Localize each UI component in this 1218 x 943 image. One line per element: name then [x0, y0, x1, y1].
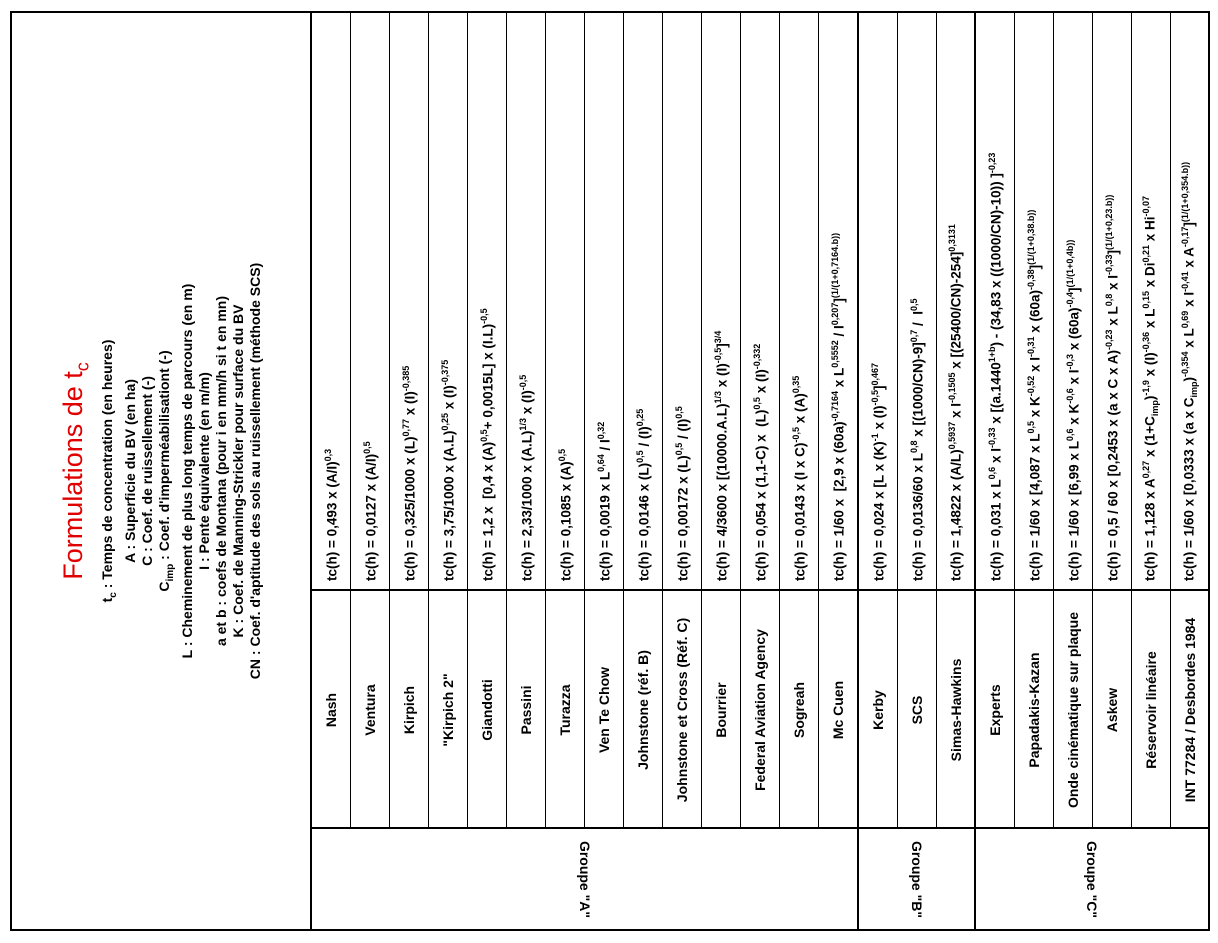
method-name: Nash	[312, 589, 350, 829]
method-name: Bourrier	[702, 589, 740, 829]
table-row	[780, 13, 819, 829]
method-name: Experts	[976, 589, 1014, 829]
method-name: Onde cinématique sur plaque	[1054, 589, 1092, 829]
method-name: Mc Cuen	[819, 589, 857, 829]
formula: tc(h) = 0,054 x (1,1-C) x $(L)^{0,5}$ x $(I)^{-0,332}$	[751, 343, 769, 581]
method-name: INT 77284 / Desbordes 1984	[1171, 589, 1209, 829]
formula: tc(h) = 1,4822 x $(A/L)^{0,5937}$ x $I^{-0,1505}$ x $[(25400/CN)-254]^{0,3131}$	[947, 224, 964, 581]
group-a: Groupe "A"	[312, 829, 859, 929]
formula: tc(h) = 1/60 x [2,9 x $(60a)^{-0,7164}$ x $L^{0,5552} / I^{0,207}]^{(1/(1+0,7164.b))}$	[829, 232, 847, 581]
method-name: Johnstone (réf. B)	[624, 589, 662, 829]
method-name: Sogreah	[780, 589, 818, 829]
formula: tc(h) = 0,0146 x $(L)^{0,5} / (I)^{0,25}$	[634, 408, 652, 581]
method-name: Simas-Hawkins	[937, 589, 974, 829]
table-row	[351, 13, 390, 829]
legend-line: $t_c$ : Temps de concentration (en heures)	[99, 339, 120, 603]
formula: tc(h) = 0,0143 x (I x C)$^{-0,5}$ x $(A)^{0,35}$	[790, 375, 808, 581]
table-row	[1015, 13, 1054, 829]
document-frame	[10, 11, 1210, 931]
method-name: Réservoir linéaire	[1132, 589, 1170, 829]
legend-line: CN : Coef. d'aptitude des sols au ruissellement (méthode SCS)	[246, 262, 263, 680]
formula: tc(h) = 1,128 x A$^{0,27}$ x $(1+C_{imp})^{-1,9}$ x $(I)^{-0,36}$ x L$^{0,15}$ x Di$^{0,21}$ x $Hi^{-0,07}$	[1141, 195, 1161, 581]
table-row	[819, 13, 859, 829]
method-name: Passini	[507, 589, 545, 829]
page-title: Formulations de $t_c$	[58, 362, 93, 580]
table-row	[585, 13, 624, 829]
legend-lines	[99, 263, 264, 679]
table-row	[1171, 13, 1210, 829]
table-row	[312, 13, 351, 829]
formulas-table	[312, 13, 1208, 929]
legend-line: K : Coef. de Manning-Strickler pour surface du BV	[229, 304, 246, 638]
legend-block	[12, 13, 312, 929]
table-row	[898, 13, 937, 829]
table-row	[702, 13, 741, 829]
method-name: Kirpich	[390, 589, 428, 829]
legend-line: I : Pente équivalente (en m/m)	[195, 372, 212, 570]
method-name: Turazza	[546, 589, 584, 829]
formula: tc(h) = 2,33/1000 x $(A.L)^{1/3}$ x $(I)^{-0,5}$	[517, 374, 535, 581]
table-row	[1132, 13, 1171, 829]
formula: tc(h) = 0,0019 x L$^{0,64}$ / I$^{0,32}$	[595, 421, 613, 581]
formula: tc(h) = 0,0127 x $(A/I)^{0,5}$	[361, 441, 379, 581]
formula: tc(h) = 3,75/1000 x $(A.L)^{0,25}$ x $(I)^{-0,375}$	[439, 359, 457, 581]
method-name: Ventura	[351, 589, 389, 829]
group-b: Groupe "B"	[859, 829, 976, 929]
table-row	[429, 13, 468, 829]
formula: tc(h) = 1,2 x [0,4 x $(A)^{0,5}+ 0,0015L$] x $(I.L)^{-0,5}$	[478, 308, 496, 581]
legend-line: L : Cheminement de plus long temps de parcours (en m)	[178, 283, 195, 659]
method-name: Askew	[1093, 589, 1131, 829]
formula: tc(h) = 1/60 x [0,0333 x (a x $C_{imp})^{-0,354}$ x L$^{0,69}$ x $I^{-0,41}$ x $A^{-0,17}]^{(1/(1+0,354.b))}$	[1180, 161, 1200, 581]
table-row	[624, 13, 663, 829]
formula: tc(h) = 0,00172 x $(L)^{0,5} / (I)^{0,5}$	[673, 406, 691, 581]
table-row	[741, 13, 780, 829]
formula: tc(h) = 0,031 x L$^{0,6}$ x $I^{-0,33}$ x [$(a.1440^{1+b}) - (34,83$ x ((1000/CN)-10)) ]$^{-0,23}$	[986, 152, 1004, 581]
group-c: Groupe "C"	[1084, 840, 1100, 918]
method-name: Papadakis-Kazan	[1015, 589, 1053, 829]
table-row	[663, 13, 702, 829]
legend-line: A : Superficie du BV (en ha)	[122, 379, 139, 563]
legend-line: $C_{imp}$ : Coef. d'imperméabilisationt (-)	[156, 350, 176, 592]
table-row	[1054, 13, 1093, 829]
formula: tc(h) = 0,0136/60 x L$^{0,8}$ x $[(1000/CN)-9]^{0,7} / I^{0,5}$	[908, 298, 926, 581]
method-name: Giandotti	[468, 589, 506, 829]
table-row	[546, 13, 585, 829]
legend-line: C : Coef. de ruissellement (-)	[139, 376, 156, 566]
group-column	[312, 829, 1208, 929]
table-row	[468, 13, 507, 829]
table-row	[390, 13, 429, 829]
formula: tc(h) = 0,493 x $(A/I)^{0,3}$	[322, 448, 340, 581]
method-name: Kerby	[859, 589, 897, 829]
table-row	[976, 13, 1015, 829]
formula: tc(h) = 0,1085 x $(A)^{0,5}$	[556, 448, 574, 581]
table-row	[1093, 13, 1132, 829]
table-row	[507, 13, 546, 829]
formula: tc(h) = 0,024 x [L x $(K)^{-1}$ x $(I)^{-0,5}]^{0,467}$	[869, 363, 887, 581]
method-name: Johnstone et Cross (Réf. C)	[663, 589, 701, 829]
method-name: Federal Aviation Agency	[741, 589, 779, 829]
formula: tc(h) = 1/60 x [6,99 x L$^{0,6}$ x $K^{-0,6}$ x $I^{-0,3}$ x $(60a)^{-0,4}]^{(1/(1+0,4b))}$	[1064, 239, 1082, 581]
formula: tc(h) = 4/3600 x [$(10000.A.L)^{1/3}$ x $(I)^{-0,5}]^{3/4}$	[712, 330, 730, 581]
method-name: Ven Te Chow	[585, 589, 623, 829]
formula: tc(h) = 0,325/1000 x $(L)^{0,77}$ x $(I)^{-0,385}$	[400, 365, 418, 581]
table-row	[937, 13, 976, 829]
formula: tc(h) = 0,5 / 60 x [0,2453 x (a x C x A)$^{-0,23}$ x L$^{0,8}$ x $I^{-0,33}]^{(1/(1+0,23.b))}$	[1103, 194, 1121, 581]
method-name: SCS	[898, 589, 936, 829]
formula: tc(h) = 1/60 x [4,087 x L$^{0,5}$ x $K^{-0,52}$ x $I^{-0,31}$ x $(60a)^{-0,38}]^{(1/(1+0,38.b))}$	[1025, 209, 1043, 581]
method-name: "Kirpich 2"	[429, 589, 467, 829]
table-row	[859, 13, 898, 829]
legend-line: a et b : coefs de Montana (pour i en mm/h si t en mn)	[212, 295, 229, 647]
